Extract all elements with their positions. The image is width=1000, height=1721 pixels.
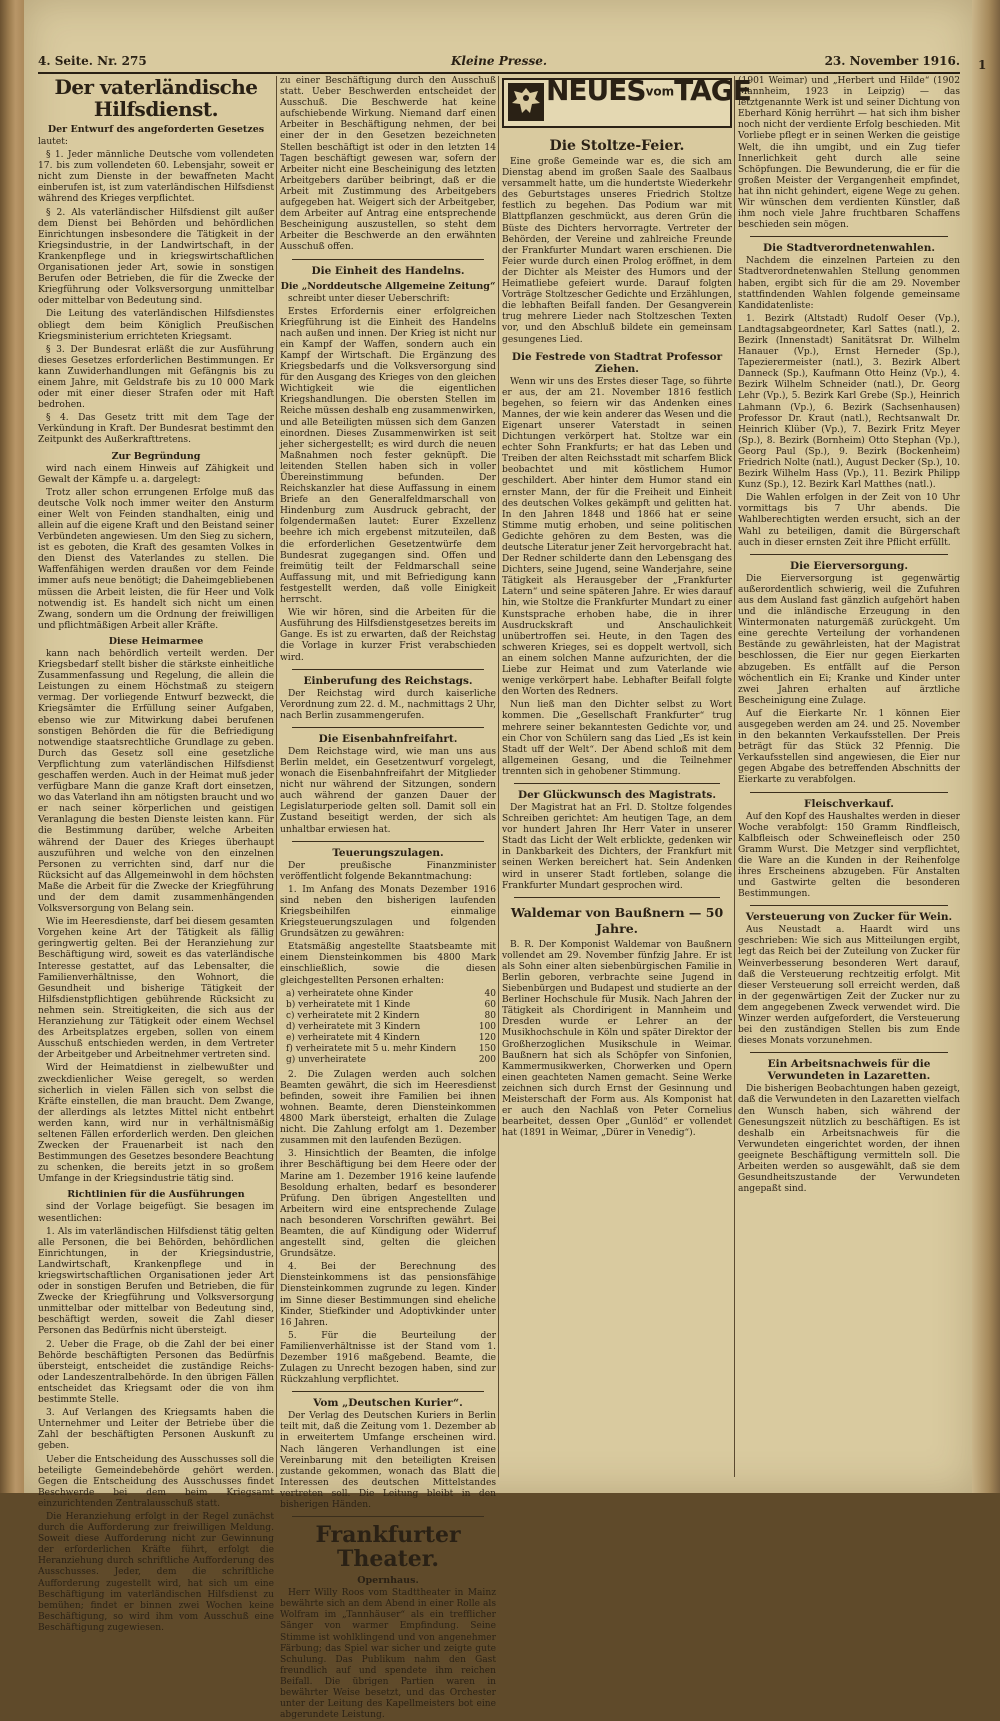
paragraph: wird nach einem Hinweis auf Zähigkeit und Gewalt der Kämpfe u. a. dargelegt: (38, 463, 274, 485)
headline-eisenbahn: Die Eisenbahnfreifahrt. (318, 732, 458, 745)
paragraph: 1. Bezirk (Altstadt) Rudolf Oeser (Vp.), Landtagsabgeordneter, Karl Sattes (natl.), 2. Bezirk (Innenstadt) Sanitätsrat Dr. Wilhelm Hanauer (Vp.), Ernst Herneder (Sp.), Tapezierermeister (natl.), 3. Bezirk Albert Danneck (Sp.), Kaufmann Otto Heinz (Vp.), 4. Bezirk Wilhelm Schneider (natl.), Dr. Georg Lehr (Vp.), 5. Bezirk Karl Grebe (Sp.), Heinrich Lahmann (Vp.), 6. Bezirk (Sachsenhausen) Professor Dr. Kraut (natl.), Rechtsanwalt Dr. Heinrich Klüber (Vp.), 7. Bezirk Fritz Meyer (Sp.), 8. Bezirk (Bornheim) Otto Stephan (Vp.), Georg Paul (Sp.), 9. Bezirk (Bockenheim) Friedrich Nolte (natl.), August Decker (Sp.), 10. Bezirk Wilhelm Hass (Vp.), 11. Bezirk Philipp Kunz (Sp.), 12. Bezirk Karl Matthes (natl.). (738, 313, 960, 491)
paragraph: Auf den Kopf des Haushaltes werden in dieser Woche verabfolgt: 150 Gramm Rindfleisch, Kalbfleisch oder Schweinefleisch oder 250 Gramm Wurst. Die Metzger sind verpflichtet, die Ware an die Kunden in der Reihenfolge ihres Erscheinens abzugeben. Für Anstalten und Gastwirte gelten die besonderen Bestimmungen. (738, 811, 960, 900)
paragraph: Nachdem die einzelnen Parteien zu den Stadtverordnetenwahlen Stellung genommen haben, ergibt sich für die am 29. November stattfindenden Wahlen folgende gemeinsame Kandidatenliste: (738, 256, 960, 311)
divider (750, 792, 948, 793)
paragraph: kann nach behördlich verteilt werden. Der Kriegsbedarf stellt bisher die stärkste einheitliche Zusammenfassung und Regelung, die allein die Leistungen zu einem Höchstmaß zu steigern vermag. Der vorliegende Entwurf bezweckt, die Kriegsämter die Erfüllung seiner Aufgaben, ebenso wie zur Mitwirkung dabei berufenen sonstigen Behörden die für die Befriedigung notwendige staatsrechtliche Grundlage zu geben. Durch das Gesetz soll eine gesetzliche Verpflichtung zum vaterländischen Hilfsdienst geschaffen werden. Auch in der Heimat muß jeder verfügbare Mann die ganze Kraft dort einsetzen, wo das Vaterland ihn am nötigsten braucht und wo er nach seiner körperlichen und geistigen Veranlagung die besten Dienste leisten kann. Für die Bestimmung darüber, welche Arbeiten während der Dauer des Krieges überhaupt auszuführen und welche von den einzelnen Personen zu verrichten sind, darf nur die Rücksicht auf das Allgemeinwohl in dem höchsten Maße die Arbeit für die Zwecke der Kriegführung und der dem damit zusammenhängenden Volksversorgung von Belang sein. (38, 648, 274, 915)
subheadline: Die „Norddeutsche Allgemeine Zeitung“ (280, 280, 496, 292)
headline-theater: Frankfurter Theater. (315, 1522, 461, 1573)
paragraph: Die Eierversorgung ist gegenwärtig außerordentlich schwierig, weil die Zufuhren aus dem Ausland fast gänzlich aufgehört haben und die inländische Erzeugung in den Wintermonaten naturgemäß zurückgeht. Um eine gerechte Verteilung der vorhandenen Bestände zu gewährleisten, hat der Magistrat beschlossen, die Eier nur gegen Eierkarten abzugeben. Es entfällt auf die Person wöchentlich ein Ei; Kranke und Kinder unter zwei Jahren erhalten auf ärztliche Bescheinigung eine Zulage. (738, 573, 960, 706)
divider (292, 669, 484, 670)
paragraph: Trotz aller schon errungenen Erfolge muß das deutsche Volk noch immer weiter den Ansturm einer Welt von Feinden standhalten, einig und allein auf die eigene Kraft und den Beistand seiner Verbündeten angewiesen. Um den Sieg zu sichern, ist es geboten, die Kraft des gesamten Volkes in den Dienst des Vaterlandes zu stellen. Die Waffenfähigen werden draußen vor dem Feinde immer aufs neue benötigt; die Daheimgebliebenen müssen die Arbeit leisten, die für Heer und Volk notwendig ist. Es handelt sich nicht um einen Zwang, sondern um die Ordnung der freiwilligen und pflichtmäßigen Arbeit aller Kräfte. (38, 487, 274, 631)
headline-fleischverkauf: Fleischverkauf. (804, 797, 894, 810)
table-row: g) unverheiratete 200 (286, 1054, 496, 1065)
subheadline: Opernhaus. (357, 1575, 419, 1587)
paragraph: Erstes Erfordernis einer erfolgreichen Kriegführung ist die Einheit des Handelns nach außen und innen. Der Krieg ist nicht nur ein Kampf der Waffen, sondern auch ein Kampf der Wirtschaft. Die Ergänzung des Kriegsbedarfs und die Volksversorgung sind für den Ausgang des Krieges von den gleichen Wichtigkeit wie die eigentlichen Kriegshandlungen. Die obersten Stellen im Reiche müssen deshalb eng zusammenwirken, und alle Beteiligten müssen sich dem Ganzen einordnen. Dieses Zusammenwirken ist seit jeher sichergestellt; es wird durch die neuen Maßnahmen noch fester geknüpft. Die leitenden Stellen haben sich in voller Übereinstimmung befunden. Der Reichskanzler hat diese Auffassung in einem Briefe an den Generalfeldmarschall von Hindenburg zum Ausdruck gebracht, der folgendermaßen lautet: Eurer Exzellenz beehre ich mich ergebenst mitzuteilen, daß die erforderlichen Gesetzentwürfe dem Bundesrat zugegangen sind. Offen und freimütig teilt der Feldmarschall seine Auffassung mit, und mit Befriedigung kann festgestellt werden, daß volle Einigkeit herrscht. (280, 306, 496, 606)
paragraph: Herr Willy Roos vom Stadttheater in Mainz bewährte sich an dem Abend in einer Rolle als Wolfram im „Tannhäuser“ als ein trefflicher Sänger von warmer Empfindung. Seine Stimme ist wohlklingend und von angenehmer Färbung; das Spiel war sicher und zeigte gute Schulung. Das Publikum nahm den Gast freundlich auf und spendete ihm reichen Beifall. Die übrigen Partien waren in bewährter Weise besetzt, und das Orchester unter der Leitung des Kapellmeisters bot eine abgerundete Leistung. (280, 1588, 496, 1721)
divider (292, 727, 484, 728)
newspaper-page (24, 0, 974, 1721)
headline-reichstag: Einberufung des Reichstags. (303, 674, 473, 687)
paragraph: Dem Reichstage wird, wie man uns aus Berlin meldet, ein Gesetzentwurf vorgelegt, wonach die Eisenbahnfreifahrt der Mitglieder nicht nur während der Sitzungen, sondern auch während der ganzen Dauer der Legislaturperiode gelten soll. Damit soll ein Zustand beseitigt werden, der sich als unhaltbar erwiesen hat. (280, 746, 496, 835)
section-heading: Richtlinien für die Ausführungen (67, 1189, 245, 1201)
paragraph: 3. Auf Verlangen des Kriegsamts haben die Unternehmer und Leiter der Betriebe über die Zahl der beschäftigten Personen Auskunft zu geben. (38, 1408, 274, 1452)
masthead (38, 50, 960, 74)
divider (750, 554, 948, 555)
table-row: e) verheiratete mit 4 Kindern 120 (286, 1032, 496, 1043)
divider (750, 1052, 948, 1053)
next-page-edge (972, 0, 1000, 1493)
headline-zucker: Versteuerung von Zucker für Wein. (745, 911, 953, 924)
divider (514, 897, 720, 898)
headline-eierversorgung: Die Eierversorgung. (789, 559, 908, 572)
headline-baussnern: Waldemar von Baußnern — 50 Jahre. (510, 904, 724, 936)
table-row: c) verheiratete mit 2 Kindern 80 (286, 1010, 496, 1021)
column-2 (280, 76, 496, 1721)
paragraph: § 3. Der Bundesrat erläßt die zur Ausführung dieses Gesetzes erforderlichen Bestimmungen. Er kann Zuwiderhandlungen mit Gefängnis bis zu einem Jahre, mit Geldstrafe bis zu 10 000 Mark oder mit einer dieser Strafen oder mit Haft bedrohen. (38, 344, 274, 411)
paragraph: Der Magistrat hat an Frl. D. Stoltze folgendes Schreiben gerichtet: Am heutigen Tage, an dem vor hundert Jahren Ihr Herr Vater in unserer Stadt das Licht der Welt erblickte, gedenken wir in Dankbarkeit des Dichters, der Frankfurt mit seinen Werken bereichert hat. Sein Andenken wird in unserer Stadt fortleben, solange die Frankfurter Mundart gesprochen wird. (502, 802, 732, 891)
next-page-number: 1 (978, 58, 987, 72)
allowance-table (286, 989, 496, 1066)
paragraph: Eine große Gemeinde war es, die sich am Dienstag abend im großen Saale des Saalbaus versammelt hatte, um die hundertste Wiederkehr des Geburtstages unseres Friedrich Stoltze festlich zu begehen. Das Podium war mit Blattpflanzen geschmückt, aus deren Grün die Büste des Dichters hervorragte. Vertreter der Behörden, der Vereine und zahlreiche Freunde der Frankfurter Mundart waren erschienen. Die Feier wurde durch einen Prolog eröffnet, in dem der Dichter als Meister des Humors und der Heimatliebe gefeiert wurde. Darauf folgten Vorträge Stoltzescher Gedichte und Erzählungen, die lebhaften Beifall fanden. Der Gesangverein trug mehrere Lieder nach Stoltzeschen Texten vor, und den Abschluß bildete ein gemeinsam gesungenes Lied. (502, 157, 732, 345)
paragraph: B. R. Der Komponist Waldemar von Baußnern vollendet am 29. November fünfzig Jahre. Er ist als Sohn einer alten siebenbürgischen Familie in Berlin geboren, verbrachte seine Jugend in Siebenbürgen und Budapest und studierte an der Berliner Hochschule für Musik. Nach Jahren der Tätigkeit als Chordirigent in Mannheim und Dresden wurde er Lehrer an der Musikhochschule in Köln und später Direktor der Großherzoglichen Musikschule in Weimar. Baußnern hat sich als Schöpfer von Sinfonien, Kammermusikwerken, Chorwerken und Opern einen geachteten Namen gemacht. Seine Werke zeichnen sich durch Ernst der Gesinnung und Meisterschaft der Form aus. Als Komponist hat er auch den Nachlaß von Peter Cornelius bearbeitet, dessen Oper „Gunlöd“ er vollendet hat (1891 in Weimar, „Dürer in Venedig“). (502, 939, 732, 1139)
paragraph: § 2. Als vaterländischer Hilfsdienst gilt außer dem Dienst bei Behörden und behördlichen Einrichtungen insbesondere die Tätigkeit in der Kriegsindustrie, in der Landwirtschaft, in der Krankenpflege und in kriegswirtschaftlichen Organisationen jeder Art, sowie in sonstigen Berufen oder Betrieben, die für die Zwecke der Kriegführung oder Volksversorgung unmittelbar oder mittelbar von Bedeutung sind. (38, 207, 274, 307)
paragraph: Der Verlag des Deutschen Kuriers in Berlin teilt mit, daß die Zeitung vom 1. Dezember ab in erweitertem Umfange erscheinen wird. Nach längeren Verhandlungen ist eine Vereinbarung mit den beteiligten Kreisen zustande gekommen, wonach das Blatt die Interessen des deutschen Mittelstandes vertreten soll. Die Leitung bleibt in den bisherigen Händen. (280, 1411, 496, 1511)
paragraph: Nun ließ man den Dichter selbst zu Wort kommen. Die „Gesellschaft Frankfurter“ trug mehrere seiner bekanntesten Gedichte vor, und ein Chor von Schülern sang das Lied „Es ist kein Stadt uff der Welt“. Der Abend schloß mit dem allgemeinen Gesang, und die Teilnehmer trennten sich in gehobener Stimmung. (502, 700, 732, 777)
column-rule (498, 76, 499, 1477)
paragraph: zu einer Beschäftigung durch den Ausschuß statt. Ueber Beschwerden entscheidet der Ausschuß. Die Beschwerde hat keine aufschiebende Wirkung. Niemand darf einen Arbeiter in Beschäftigung nehmen, der bei einer der in den Gesetzen bezeichneten Stellen beschäftigt ist oder in den letzten 14 Tagen beschäftigt gewesen war, sofern der Arbeiter nicht eine Bescheinigung des letzten Arbeitgebers darüber beibringt, daß er die Arbeit mit Zustimmung des Arbeitgebers aufgegeben hat. Weigert sich der Arbeitgeber, dem Arbeiter auf Antrag eine entsprechende Bescheinigung auszustellen, so steht dem Arbeiter die Beschwerde an den erwähnten Ausschuß offen. (280, 76, 496, 253)
column-4 (738, 76, 960, 1479)
paragraph: Ueber die Entscheidung des Ausschusses soll die beteiligte Gemeindebehörde gehört werden. Gegen die Entscheidung des Ausschusses findet Beschwerde bei dem beim Kriegsamt einzurichtenden Zentralausschuß statt. (38, 1454, 274, 1509)
paragraph: Die Wahlen erfolgen in der Zeit von 10 Uhr vormittags bis 7 Uhr abends. Die Wahlberechtigten werden ersucht, sich an der Wahl zu beteiligen, damit die Bürgerschaft auch in dieser ernsten Zeit ihre Pflicht erfüllt. (738, 493, 960, 548)
divider (292, 1516, 484, 1517)
paragraph: Wie wir hören, sind die Arbeiten für die Ausführung des Hilfsdienstgesetzes bereits im Gange. Es ist zu erwarten, daß der Reichstag die Vorlage in kurzer Frist verabschieden wird. (280, 608, 496, 663)
book-spine (0, 0, 26, 1493)
headline-teuerung: Teuerungszulagen. (332, 846, 444, 859)
headline-glueckwunsch: Der Glückwunsch des Magistrats. (518, 788, 716, 801)
paragraph: lautet: (38, 137, 68, 147)
divider (292, 1391, 484, 1392)
paragraph: sind der Vorlage beigefügt. Sie besagen im wesentlichen: (38, 1202, 274, 1224)
paragraph: 2. Die Zulagen werden auch solchen Beamten gewährt, die sich im Heeresdienst befinden, soweit ihre Familien bei ihnen wohnen. Beamte, deren Diensteinkommen 4800 Mark übersteigt, erhalten die Zulage nicht. Die Zahlung erfolgt am 1. Dezember zusammen mit den laufenden Bezügen. (280, 1069, 496, 1147)
divider (292, 841, 484, 842)
paragraph: 1. Als im vaterländischen Hilfsdienst tätig gelten alle Personen, die bei Behörden, behördlichen Einrichtungen, in der Kriegsindustrie, Landwirtschaft, Krankenpflege und in kriegswirtschaftlichen Organisationen jeder Art oder in sonstigen Berufen und Betrieben, die für Zwecke der Kriegführung und Volksversorgung unmittelbar oder mittelbar von Bedeutung sind, beschäftigt werden, soweit die Zahl dieser Personen das Bedürfnis nicht übersteigt. (38, 1226, 274, 1337)
paragraph: § 1. Jeder männliche Deutsche vom vollendeten 17. bis zum vollendeten 60. Lebensjahr, soweit er nicht zum Dienste in der bewaffneten Macht einberufen ist, ist zum vaterländischen Hilfsdienst während des Krieges verpflichtet. (38, 150, 274, 205)
table-row: b) verheiratete mit 1 Kinde 60 (286, 999, 496, 1010)
paragraph: 2. Ueber die Frage, ob die Zahl der bei einer Behörde beschäftigten Personen das Bedürfnis übersteigt, entscheidet die zuständige Reichs- oder Landeszentralbehörde. In den übrigen Fällen entscheidet das Kriegsamt oder die von ihm bestimmte Stelle. (38, 1339, 274, 1406)
headline-arbeitsnachweis: Ein Arbeitsnachweis für die Verwundeten in Lazaretten. (767, 1058, 931, 1083)
page-number: 4. Seite. Nr. 275 (38, 54, 147, 68)
divider (750, 905, 948, 906)
headline-festrede: Die Festrede von Stadtrat Professor Ziehen. (511, 350, 723, 375)
logo-text: NEUESvomTAGE (546, 74, 751, 107)
headline-stadtverordnetenwahlen: Die Stadtverordnetenwahlen. (763, 242, 935, 255)
column-rule (734, 76, 735, 1477)
eagle-icon (508, 83, 544, 121)
paragraph: schreibt unter dieser Ueberschrift: (288, 293, 450, 304)
column-rule (276, 76, 277, 1477)
headline-stoltze: Die Stoltze-Feier. (549, 138, 685, 154)
headline-einheit: Die Einheit des Handelns. (311, 264, 465, 277)
paragraph: Der Reichstag wird durch kaiserliche Verordnung zum 22. d. M., nachmittags 2 Uhr, nach Berlin zusammengerufen. (280, 688, 496, 721)
issue-date: 23. November 1916. (824, 54, 960, 68)
newspaper-title: Kleine Presse. (450, 54, 548, 68)
divider (292, 259, 484, 260)
paragraph: Wird der Heimatdienst in zielbewußter und zweckdienlicher Weise geregelt, so werden sicherlich in vielen Fällen sich von selbst die Kräfte einstellen, die man braucht. Dem Zwange, der allerdings als letztes Mittel nicht entbehrt werden kann, wird nur in verhältnismäßig seltenen Fällen erforderlich werden. Den gleichen Zwecken der Frauenarbeit ist nach den Bestimmungen des Gesetzes besondere Beachtung zu schenken, die bereits jetzt in so großem Umfange in der Kriegsindustrie tätig sind. (38, 1063, 274, 1185)
paragraph: § 4. Das Gesetz tritt mit dem Tage der Verkündung in Kraft. Der Bundesrat bestimmt den Zeitpunkt des Außerkrafttretens. (38, 413, 274, 446)
headline-hilfsdienst: Der vaterländische Hilfsdienst. (54, 75, 258, 121)
paragraph: 4. Bei der Berechnung des Diensteinkommens ist das pensionsfähige Diensteinkommen zugrunde zu legen. Kinder im Sinne dieser Bestimmungen sind eheliche Kinder, Stiefkinder und Adoptivkinder unter 16 Jahren. (280, 1262, 496, 1328)
paragraph: Die Leitung des vaterländischen Hilfsdienstes obliegt dem beim Königlich Preußischen Kriegsministerium errichteten Kriegsamt. (38, 309, 274, 342)
subheadline: Der Entwurf des angeforderten Gesetzes (47, 124, 265, 135)
paragraph: Die Heranziehung erfolgt in der Regel zunächst durch die Aufforderung zur freiwilligen Meldung. Soweit diese Aufforderung nicht zur Gewinnung der erforderlichen Kräfte führt, erfolgt die Heranziehung durch schriftliche Aufforderung des Ausschusses. Jeder, dem die schriftliche Aufforderung zugestellt wird, hat sich um eine Beschäftigung im vaterländischen Hilfsdienst zu bemühen; findet er binnen zwei Wochen keine Beschäftigung, so wird ihm vom Ausschuß eine Beschäftigung zugewiesen. (38, 1511, 274, 1633)
table-row: a) verheiratete ohne Kinder 40 (286, 988, 496, 999)
paragraph: (1901 Weimar) und „Herbert und Hilde“ (1902 Mannheim, 1923 in Leipzig) — das letztgenannte Werk ist und seiner Dichtung von Eberhard König herrührt — hat sich ihm bisher noch nicht der verdiente Erfolg beschieden. Mit Vorliebe pflegt er in seinen Werken die geistige Welt, die ihn umgibt, und ein Zug tiefer Innerlichkeit geht durch alle seine Schöpfungen. Die Bewunderung, die er für die großen Meister der Vergangenheit empfindet, hat ihn nicht gehindert, eigene Wege zu gehen. Wir wünschen dem verdienten Künstler, daß ihm noch viele Jahre fruchtbaren Schaffens beschieden sein mögen. (738, 76, 960, 231)
section-heading: Zur Begründung (111, 450, 201, 462)
column-1 (38, 75, 274, 1633)
section-heading: Diese Heimarmee (108, 635, 204, 647)
paragraph: Auf die Eierkarte Nr. 1 können Eier ausgegeben werden am 24. und 25. November in den bekannten Verkaufsstellen. Der Preis beträgt für das Stück 32 Pfennig. Die Verkaufsstellen sind angewiesen, die Eier nur gegen Abgabe des betreffenden Abschnitts der Eierkarte zu verabfolgen. (738, 708, 960, 786)
paragraph: Die bisherigen Beobachtungen haben gezeigt, daß die Verwundeten in den Lazaretten vielfach den Wunsch haben, sich während der Genesungszeit nützlich zu beschäftigen. Es ist deshalb ein Arbeitsnachweis für die Verwundeten eingerichtet worden, der ihnen geeignete Beschäftigung vermitteln soll. Die Arbeiten werden so ausgewählt, daß sie dem Gesundheitszustande der Verwundeten angepaßt sind. (738, 1084, 960, 1195)
headline-kurier: Vom „Deutschen Kurier“. (313, 1397, 463, 1410)
paragraph: Wenn wir uns des Erstes dieser Tage, so führte er aus, der am 21. November 1816 festlich begehen, so feiern wir das Andenken eines Mannes, der wie kein anderer das Wesen und die Eigenart unserer Vaterstadt in seinen Dichtungen verkörpert hat. Stoltze war ein echter Sohn Frankfurts; er hat das Leben und Treiben der alten Reichsstadt mit scharfem Blick beobachtet und mit köstlichem Humor geschildert. Aber hinter dem Humor stand ein ernster Mann, der für die Freiheit und Einheit des deutschen Volkes gekämpft und gelitten hat. In den Jahren 1848 und 1866 hat er seine Stimme mutig erhoben, und seine politischen Gedichte gehören zu dem Besten, was die deutsche Literatur jener Zeit hervorgebracht hat. Der Redner schilderte dann den Lebensgang des Dichters, seine Jugend, seine Wanderjahre, seine Tätigkeit als Herausgeber der „Frankfurter Latern“ und seine späteren Jahre. Er wies darauf hin, wie Stoltze die Frankfurter Mundart zu einer Kunstsprache erhoben habe, die in ihrer Ausdruckskraft und Anschaulichkeit unübertroffen sei. Heute, in den Tagen des schweren Krieges, sei es doppelt wertvoll, sich an einem solchen Manne aufzurichten, der die Liebe zur Heimat und zum Vaterlande wie wenige verkörpert habe. Lebhafter Beifall folgte den Worten des Redners. (502, 376, 732, 698)
paragraph: 5. Für die Beurteilung der Familienverhältnisse ist der Stand vom 1. Dezember 1916 maßgebend. Beamte, die Zulagen zu Unrecht bezogen haben, sind zur Rückzahlung verpflichtet. (280, 1330, 496, 1386)
paragraph: Aus Neustadt a. Haardt wird uns geschrieben: Wie sich aus Mitteilungen ergibt, legt das Reich bei der Zuteilung von Zucker für Weinverbesserung besonderen Wert darauf, daß die Versteuerung rechtzeitig erfolgt. Mit dieser Versteuerung soll erreicht werden, daß in der gegenwärtigen Zeit der Zucker nur zu dem angegebenen Zweck verwendet wird. Die Winzer werden aufgefordert, die Versteuerung bei den zuständigen Stellen bis zum Ende dieses Monats vorzunehmen. (738, 925, 960, 1047)
paragraph: Wie im Heeresdienste, darf bei diesem gesamten Vorgehen keine Art der Tätigkeit als fällig geringwertig gelten. Bei der Heranziehung zur Beschäftigung wird, soweit es das vaterländische Interesse gestattet, auf das Lebensalter, die Familienverhältnisse, den Wohnort, die Gesundheit und bisherige Tätigkeit der Hilfsdienstpflichtigen gebührende Rücksicht zu nehmen sein. Streitigkeiten, die sich aus der Heranziehung zur Tätigkeit oder einem Wechsel des Arbeitsplatzes ergeben, sollen von einem Ausschuß entschieden werden, in dem Vertreter der Arbeitgeber und Arbeitnehmer vertreten sind. (38, 917, 274, 1061)
column-3 (502, 74, 751, 1479)
neues-vom-tage-logo (502, 74, 751, 128)
table-row: f) verheiratete mit 5 u. mehr Kindern 150 (286, 1043, 496, 1054)
divider (514, 783, 720, 784)
table-row: d) verheiratete mit 3 Kindern 100 (286, 1021, 496, 1032)
divider (750, 236, 948, 237)
paragraph: 3. Hinsichtlich der Beamten, die infolge ihrer Beschäftigung bei dem Heere oder der Marine am 1. Dezember 1916 keine laufende Besoldung erhalten, bedarf es besonderer Prüfung. Den übrigen Angestellten und Arbeitern wird eine entsprechende Zulage nach besonderen Vorschriften gewährt. Bei Beamten, die auf Kündigung oder Widerruf angestellt sind, gelten die gleichen Grundsätze. (280, 1149, 496, 1260)
paragraph: Der preußische Finanzminister veröffentlicht folgende Bekanntmachung: (280, 860, 496, 882)
paragraph: 1. Im Anfang des Monats Dezember 1916 sind neben den bisherigen laufenden Kriegsbeihilfen einmalige Kriegsteuerungszulagen und folgenden Grundsätzen zu gewähren: (280, 884, 496, 940)
paragraph: Etatsmäßig angestellte Staatsbeamte mit einem Diensteinkommen bis 4800 Mark einschließlich, sowie die diesen gleichgestellten Personen erhalten: (280, 942, 496, 986)
